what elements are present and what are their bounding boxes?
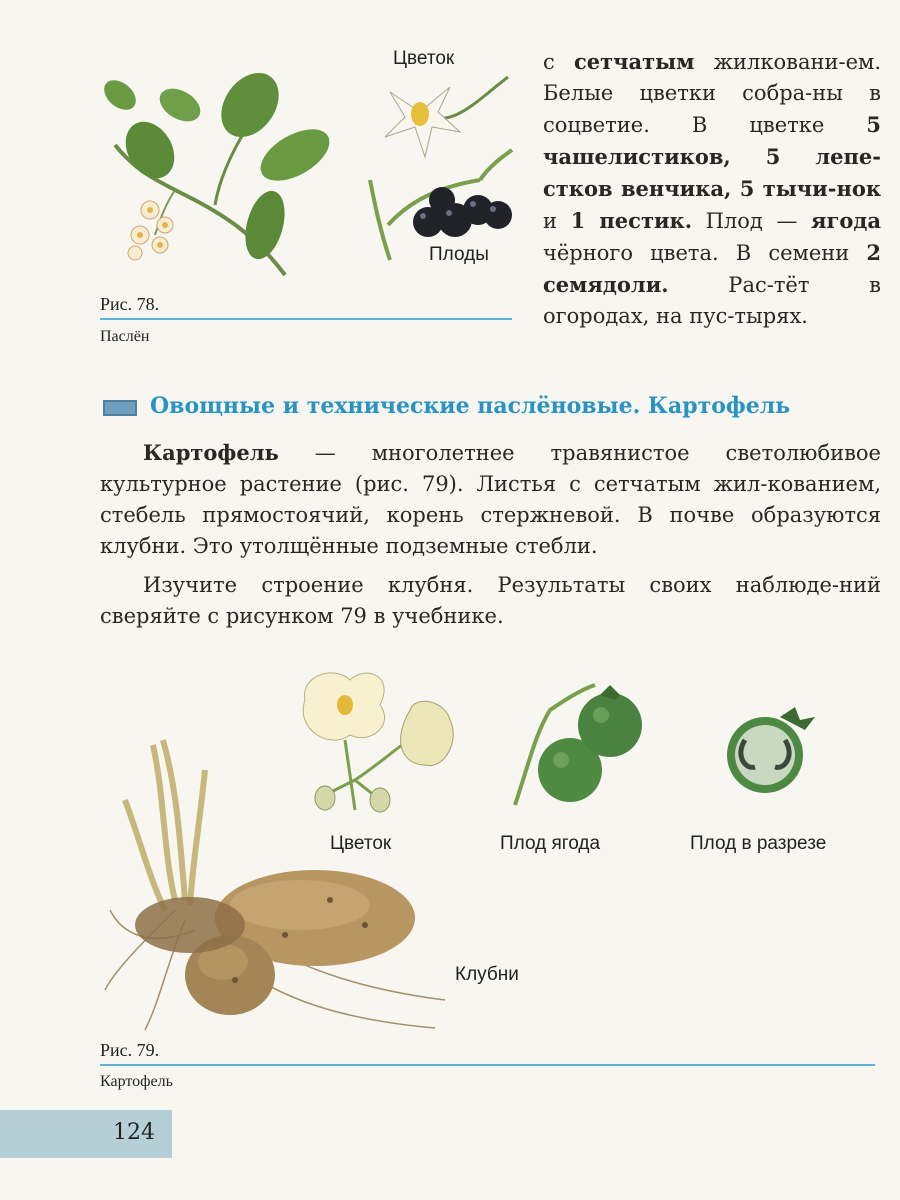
rc-term-pistil: 1 пестик. xyxy=(570,208,693,233)
page-number-box xyxy=(0,1110,172,1158)
figure79-berry-label: Плод ягода xyxy=(500,833,601,854)
figure79-flower-label: Цветок xyxy=(330,833,392,854)
figure79-name: Картофель xyxy=(100,1073,173,1090)
term-potato: Картофель xyxy=(143,440,279,465)
rc-term-reticulate: сетчатым xyxy=(574,49,695,74)
rc-term-flower-parts: 5 чашелистиков, 5 лепе-стков венчика, 5 тычи-нок xyxy=(543,112,881,201)
figure79-caption-rule xyxy=(100,1064,875,1066)
figure78-name: Паслён xyxy=(100,328,150,345)
paragraph-task-text: Изучите строение клубня. Результаты своих наблюде-ний сверяйте с рисунком 79 в учебнике. xyxy=(100,573,881,628)
figure79-section-label: Плод в разрезе xyxy=(690,833,827,854)
rc-text-5: чёрного цвета. В семени xyxy=(543,241,867,265)
page-number: 124 xyxy=(113,1120,155,1145)
potato-berry-section-illustration xyxy=(720,705,825,795)
rc-text-2: жилковани-ем. Белые цветки собра-ны в соцветие. В цветке xyxy=(543,50,882,137)
paragraph-potato xyxy=(100,437,881,562)
potato-tubers-illustration xyxy=(105,740,450,1035)
figure78-caption: Рис. 78. xyxy=(100,294,160,314)
paragraph-task xyxy=(100,570,881,632)
rc-term-berry: ягода xyxy=(811,208,881,233)
nightshade-branch-illustration xyxy=(95,75,335,285)
figure79-tubers-label: Клубни xyxy=(455,964,519,985)
right-column-text xyxy=(543,46,881,332)
main-text xyxy=(100,437,881,632)
paragraph-potato-text: — многолетнее травянистое светолюбивое культурное растение (рис. 79). Листья с сетчатым жил-кованием, стебель прямостоячий, корень стержневой. В почве образуются клубни. Это утолщённые подземные стебли. xyxy=(100,441,881,558)
figure78-fruits-label: Плоды xyxy=(429,244,489,265)
rc-text-4: Плод — xyxy=(692,209,811,233)
rc-text-6: Рас-тёт в огородах, на пус-тырях. xyxy=(543,273,881,328)
section-title: Овощные и технические паслёновые. Картофель xyxy=(150,393,791,419)
potato-berry-illustration xyxy=(505,680,650,810)
section-marker xyxy=(103,400,137,416)
rc-text-3: и xyxy=(543,209,571,233)
figure79-caption: Рис. 79. xyxy=(100,1040,160,1060)
figure78-flower-label: Цветок xyxy=(393,48,455,69)
rc-text-1: с xyxy=(543,50,575,74)
figure78-caption-rule xyxy=(100,318,512,320)
rc-term-cotyledons: 2 семядоли. xyxy=(543,240,881,297)
